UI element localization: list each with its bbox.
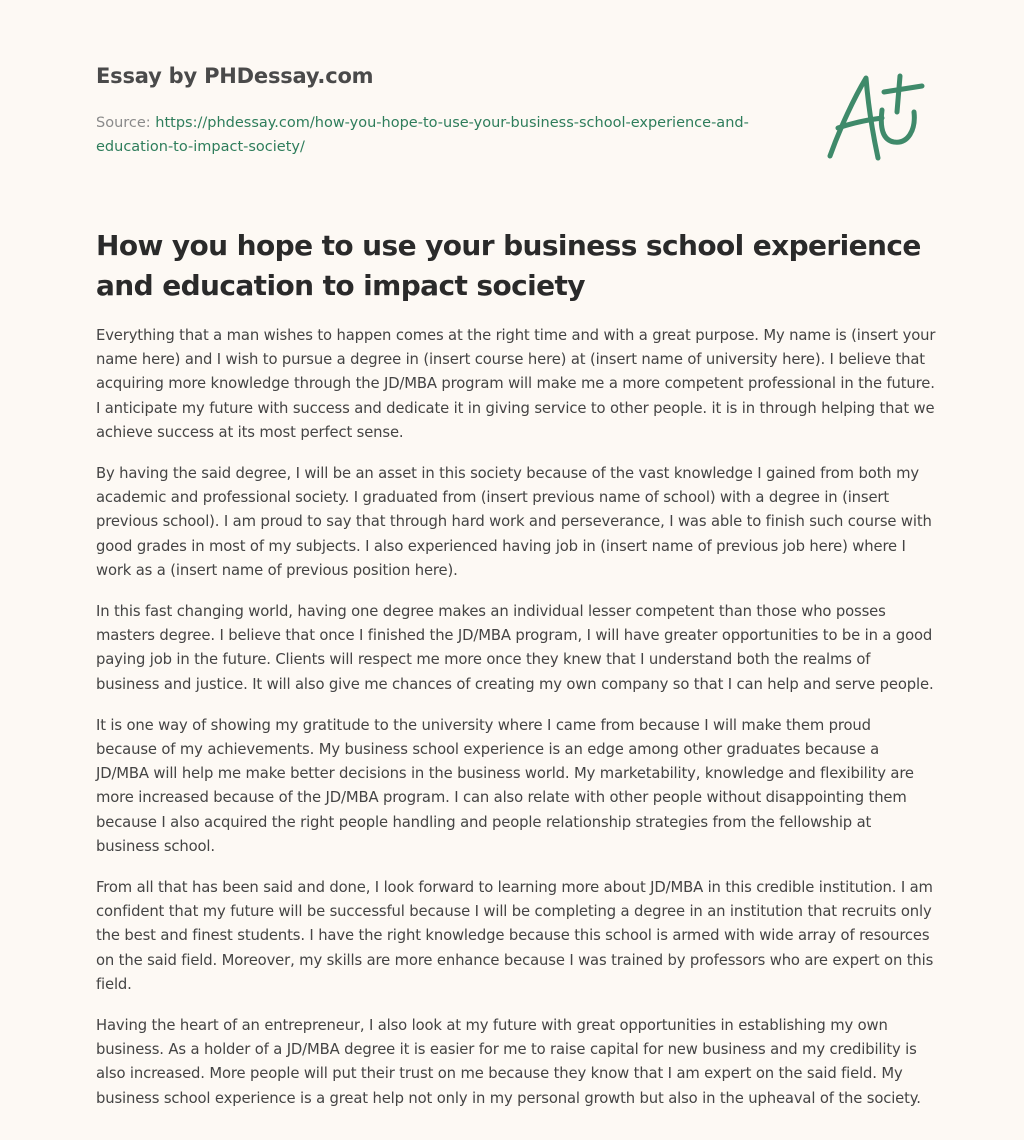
- essay-title: How you hope to use your business school experience and education to impact society: [96, 229, 921, 302]
- a-plus-grade-icon: [820, 68, 930, 168]
- source-label: Source:: [96, 115, 156, 131]
- essay-paragraph: In this fast changing world, having one degree makes an individual lesser competent than those who posses masters degree. I believe that once I finished the JD/MBA program, I will have greater opportunities to be in a good paying job in the future. Clients will respect me more once they knew that I understand both the realms of business and justice. It will also give me chances of creating my own company so that I can help and serve people.: [96, 603, 934, 693]
- source-line: [96, 111, 776, 159]
- essay-paragraph: Everything that a man wishes to happen comes at the right time and with a great purpose. My name is (insert your name here) and I wish to pursue a degree in (insert course here) at (insert name of university here). I believe that acquiring more knowledge through the JD/MBA program will make me a more competent professional in the future. I anticipate my future with success and dedicate it in giving service to other people. it is in through helping that we achieve success at its most perfect sense.: [96, 327, 936, 441]
- essay-paragraph: By having the said degree, I will be an asset in this society because of the vast knowledge I gained from both my academic and professional society. I graduated from (insert previous name of school) with a degree in (insert previous school). I am proud to say that through hard work and perseverance, I was able to finish such course with good grades in most of my subjects. I also experienced having job in (insert name of previous job here) where I work as a (insert name of previous position here).: [96, 465, 932, 579]
- essay-paragraph: It is one way of showing my gratitude to the university where I came from because I will make them proud because of my achievements. My business school experience is an edge among other graduates because a JD/MBA will help me make better decisions in the business world. My marketability, knowledge and flexibility are more increased because of the JD/MBA program. I can also relate with other people without disappointing them because I also acquired the right people handling and people relationship strategies from the fellowship at business school.: [96, 716, 914, 855]
- essay-body: [96, 324, 936, 1128]
- source-link[interactable]: https://phdessay.com/how-you-hope-to-use-your-business-school-experience-and-education-to-impact-society/: [96, 115, 749, 155]
- essay-paragraph: From all that has been said and done, I look forward to learning more about JD/MBA in this credible institution. I am confident that my future will be successful because I will be completing a degree in an institution that recruits only the best and finest students. I have the right knowledge because this school is armed with wide array of resources on the said field. Moreover, my skills are more enhance because I was trained by professors who are expert on this field.: [96, 879, 934, 993]
- document-header: [96, 64, 776, 155]
- essay-paragraph: Having the heart of an entrepreneur, I also look at my future with great opportunities in establishing my own business. As a holder of a JD/MBA degree it is easier for me to raise capital for new business and my credibility is also increased. More people will put their trust on me because they know that I am expert on the said field. My business school experience is a great help not only in my personal growth but also in the upheaval of the society.: [96, 1017, 921, 1107]
- brand-title: Essay by PHDessay.com: [96, 64, 374, 88]
